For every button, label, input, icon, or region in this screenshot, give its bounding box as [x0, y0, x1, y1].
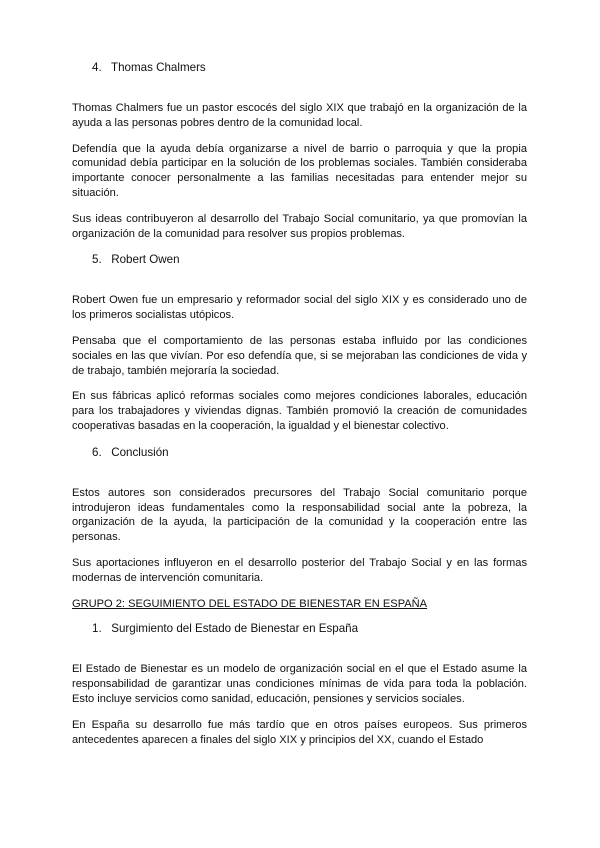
paragraph: Sus aportaciones influyeron en el desarrollo posterior del Trabajo Social y en las formas modernas de intervención comunitaria. [72, 556, 527, 584]
section-number: 6. [92, 445, 102, 459]
section-title: Robert Owen [111, 253, 180, 267]
paragraph: En sus fábricas aplicó reformas sociales como mejores condiciones laborales, educación para los trabajadores y viviendas dignas. También promovió la creación de comunidades cooperativas basadas en la cooperación, la igualdad y el bienestar colectivo. [72, 390, 527, 432]
section-number: 1. [92, 622, 102, 636]
section-heading-estado-bienestar [92, 621, 527, 636]
paragraph: En España su desarrollo fue más tardío que en otros países europeos. Sus primeros antecedentes aparecen a finales del siglo XIX y principios del XX, cuando el Estado [72, 718, 527, 746]
section-title: Conclusión [111, 445, 169, 459]
page-content [72, 60, 527, 747]
paragraph: Sus ideas contribuyeron al desarrollo del Trabajo Social comunitario, ya que promovían la organización de la comunidad para resolver sus propios problemas. [72, 212, 527, 240]
section-title: Thomas Chalmers [111, 61, 206, 74]
paragraph: Defendía que la ayuda debía organizarse a nivel de barrio o parroquia y que la propia comunidad debía participar en la solución de los problemas sociales. También consideraba importante conocer personalmente a las familias necesitadas para entender mejor su situación. [72, 142, 527, 199]
paragraph: Robert Owen fue un empresario y reformador social del siglo XIX y es considerado uno de los primeros socialistas utópicos. [72, 294, 527, 322]
section-number: 5. [92, 253, 102, 267]
section-heading-robert-owen [92, 252, 527, 267]
section-heading-conclusion [92, 445, 527, 460]
paragraph: Thomas Chalmers fue un pastor escocés del siglo XIX que trabajó en la organización de la ayuda a las personas pobres dentro de la comunidad local. [72, 102, 527, 129]
section-number: 4. [92, 61, 102, 74]
paragraph: Pensaba que el comportamiento de las personas estaba influido por las condiciones sociales en las que vivían. Por eso defendía que, si se mejoraban las condiciones de vida y de trabajo, también mejoraría la sociedad. [72, 334, 527, 377]
paragraph: El Estado de Bienestar es un modelo de organización social en el que el Estado asume la responsabilidad de garantizar unas condiciones mínimas de vida para toda la población. Esto incluye servicios como sanidad, educación, pensiones y servicios sociales. [72, 663, 527, 705]
paragraph: Estos autores son considerados precursores del Trabajo Social comunitario porque introdujeron ideas fundamentales como la responsabilidad social ante la pobreza, la organización de la ayuda, la participación de la comunidad y la cooperación entre las personas. [72, 486, 527, 544]
group-title: GRUPO 2: SEGUIMIENTO DEL ESTADO DE BIENESTAR EN ESPAÑA [72, 597, 428, 610]
section-heading-thomas-chalmers [92, 60, 527, 75]
section-title: Surgimiento del Estado de Bienestar en España [111, 622, 359, 636]
